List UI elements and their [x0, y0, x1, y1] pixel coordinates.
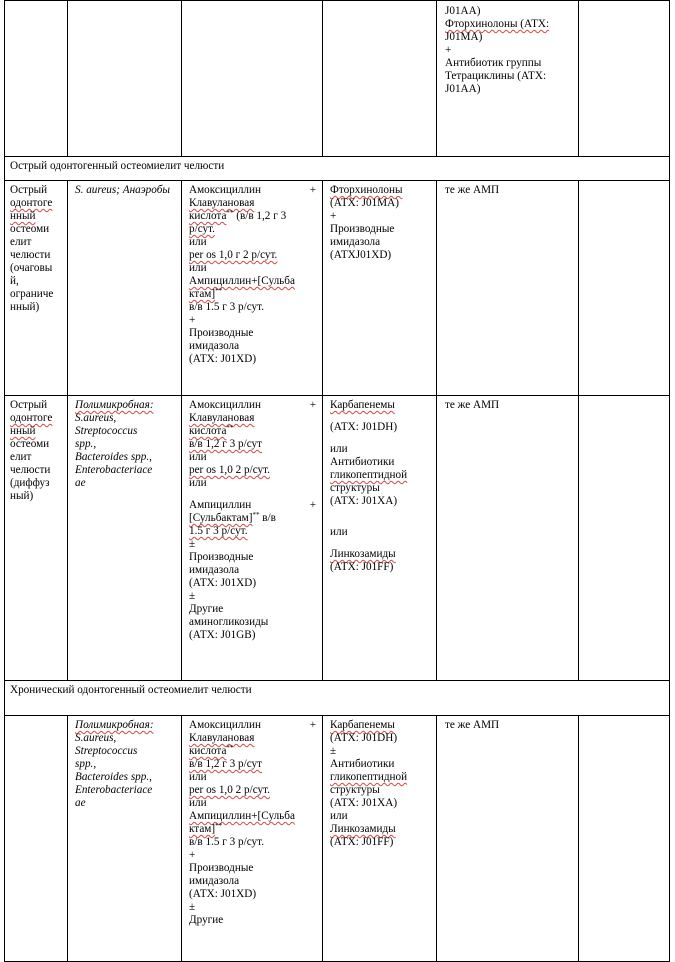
row2-alternative-cell: Карбапенемы (АТХ: J01DH) или Антибиотики гликопептидной структуры (АТХ: J01XA) или Линкозамиды (АТХ: J01FF) [330, 399, 408, 573]
rule [4, 0, 5, 962]
rule [322, 715, 323, 962]
rule [67, 0, 68, 156]
section-title: Хронический одонтогенный остеомиелит челюсти [10, 684, 252, 696]
row3-therapy-cell: Амоксициллин + Клавулановая кислота** в/в 1,2 г 3 р/сут или per os 1,0 2 р/сут. или Ампициллин+[Сульба ктам]** в/в 1.5 г 3 р/сут. + Производные имидазола (АТХ: J01XD) ± Другие [189, 719, 316, 926]
row1-therapy-cell: Амоксициллин + Клавулановая кислота** (в/в 1,2 г 3 р/сут. или per os 1,0 г 2 р/сут. или Ампициллин+[Сульба ктам]** в/в 1.5 г 3 р/сут. + Производные имидазола (АТХ: J01XD) [189, 184, 316, 365]
row2-therapy-cell: Амоксициллин + Клавулановая кислота** в/в 1,2 г 3 р/сут или per os 1,0 2 р/сут. или Ампициллин + [Сульбактам]** в/в 1.5 г 3 р/сут. ± Производные имидазола (АТХ: J01XD) ± Другие аминогликозиды (АТХ: J01GB) [189, 399, 316, 641]
row2-diagnosis-cell: Острый одонтоге нный остеоми елит челюсти (диффуз ный) [10, 399, 53, 502]
rule-top [4, 0, 670, 1]
rule [67, 715, 68, 962]
top-row-alternative-cell: J01AA) Фторхинолоны (АТХ: J01MA) + Антибиотик группы Тетрациклины (АТХ: J01AA) [445, 5, 550, 95]
rule [181, 0, 182, 156]
row2-pathogen-cell: Полимикробная: S.aureus, Streptococcus spp., Bacteroides spp., Enterobacteriace ae [75, 399, 154, 489]
rule [436, 180, 437, 680]
row3-pathogen-cell: Полимикробная: S.aureus, Streptococcus spp., Bacteroides spp., Enterobacteriace ae [75, 719, 154, 809]
row2-allergy-cell: те же АМП [445, 399, 500, 411]
rule [4, 180, 670, 181]
rule [322, 0, 323, 156]
rule [578, 180, 579, 680]
row1-alternative-cell: Фторхинолоны (АТХ: J01MA) + Производные имидазола (АТХJ01XD) [330, 184, 403, 261]
rule [4, 156, 670, 157]
rule [322, 180, 323, 680]
section-title: Острый одонтогенный остеомиелит челюсти [10, 160, 225, 172]
rule [669, 0, 670, 962]
row3-allergy-cell: те же АМП [445, 719, 500, 731]
rule [436, 715, 437, 962]
rule [4, 680, 670, 681]
rule [4, 395, 670, 396]
row1-allergy-cell: те же АМП [445, 184, 500, 196]
rule [181, 180, 182, 680]
rule [67, 180, 68, 680]
rule [436, 0, 437, 156]
row3-alternative-cell: Карбапенемы (АТХ: J01DH) ± Антибиотики гликопептидной структуры (АТХ: J01XA) или Линкозамиды (АТХ: J01FF) [330, 719, 408, 848]
row1-pathogen-cell: S. aureus; Анаэробы [75, 184, 170, 196]
rule [578, 715, 579, 962]
row1-diagnosis-cell: Острый одонтоге нный остеоми елит челюсти (очаговы й, ограниче нный) [10, 184, 54, 313]
rule [4, 715, 670, 716]
rule [578, 0, 579, 156]
rule [181, 715, 182, 962]
